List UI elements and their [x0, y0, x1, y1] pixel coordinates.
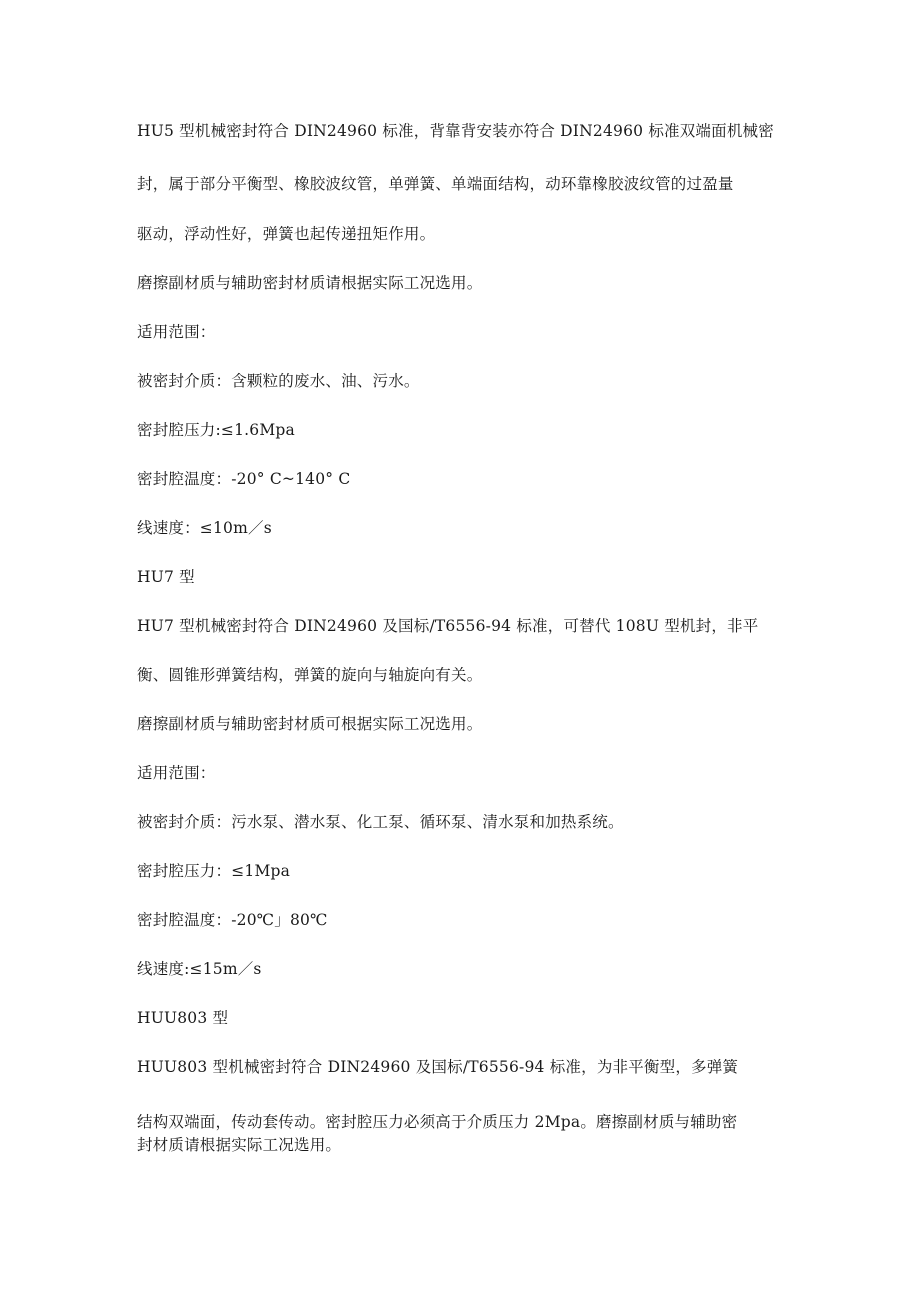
hu5-medium-text: 被密封介质：含颗粒的废水、油、污水。: [137, 372, 420, 390]
hu7-speed-text: 线速度:≤15m／s: [137, 960, 262, 978]
huu803-title: HUU803 型: [137, 1009, 229, 1027]
hu5-pressure-text: 密封腔压力:≤1.6Mpa: [137, 421, 295, 439]
huu803-paragraph-line-2: 结构双端面，传动套传动。密封腔压力必须高于介质压力 2Mpa。磨擦副材质与辅助密: [137, 1113, 738, 1131]
hu5-scope-heading: 适用范围：: [137, 323, 216, 341]
hu7-pressure-text: 密封腔压力：≤1Mpa: [137, 862, 291, 880]
hu5-temperature-text: 密封腔温度：-20° C~140° C: [137, 470, 351, 488]
hu5-paragraph-line-2: 封，属于部分平衡型、橡胶波纹管，单弹簧、单端面结构，动环靠橡胶波纹管的过盈量: [137, 175, 734, 193]
hu7-materials-text: 磨擦副材质与辅助密封材质可根据实际工况选用。: [137, 715, 483, 733]
hu7-temperature-text: 密封腔温度：-20℃」80℃: [137, 911, 328, 929]
hu7-paragraph-line-2: 衡、圆锥形弹簧结构，弹簧的旋向与轴旋向有关。: [137, 666, 483, 684]
hu7-title: HU7 型: [137, 568, 195, 586]
hu7-scope-heading: 适用范围：: [137, 764, 216, 782]
hu7-paragraph-line-1: HU7 型机械密封符合 DIN24960 及国标/T6556-94 标准，可替代 108U 型机封，非平: [137, 617, 759, 635]
huu803-paragraph-line-1: HUU803 型机械密封符合 DIN24960 及国标/T6556-94 标准，为非平衡型，多弹簧: [137, 1058, 739, 1076]
hu5-paragraph-line-3: 驱动，浮动性好，弹簧也起传递扭矩作用。: [137, 225, 436, 243]
hu5-speed-text: 线速度：≤10m／s: [137, 519, 272, 537]
hu7-medium-text: 被密封介质：污水泵、潜水泵、化工泵、循环泵、清水泵和加热系统。: [137, 813, 624, 831]
hu5-materials-text: 磨擦副材质与辅助密封材质请根据实际工况选用。: [137, 274, 483, 292]
hu5-paragraph-line-1: HU5 型机械密封符合 DIN24960 标准，背靠背安装亦符合 DIN24960 标准双端面机械密: [137, 122, 774, 140]
huu803-paragraph-line-3: 封材质请根据实际工况选用。: [137, 1136, 342, 1154]
